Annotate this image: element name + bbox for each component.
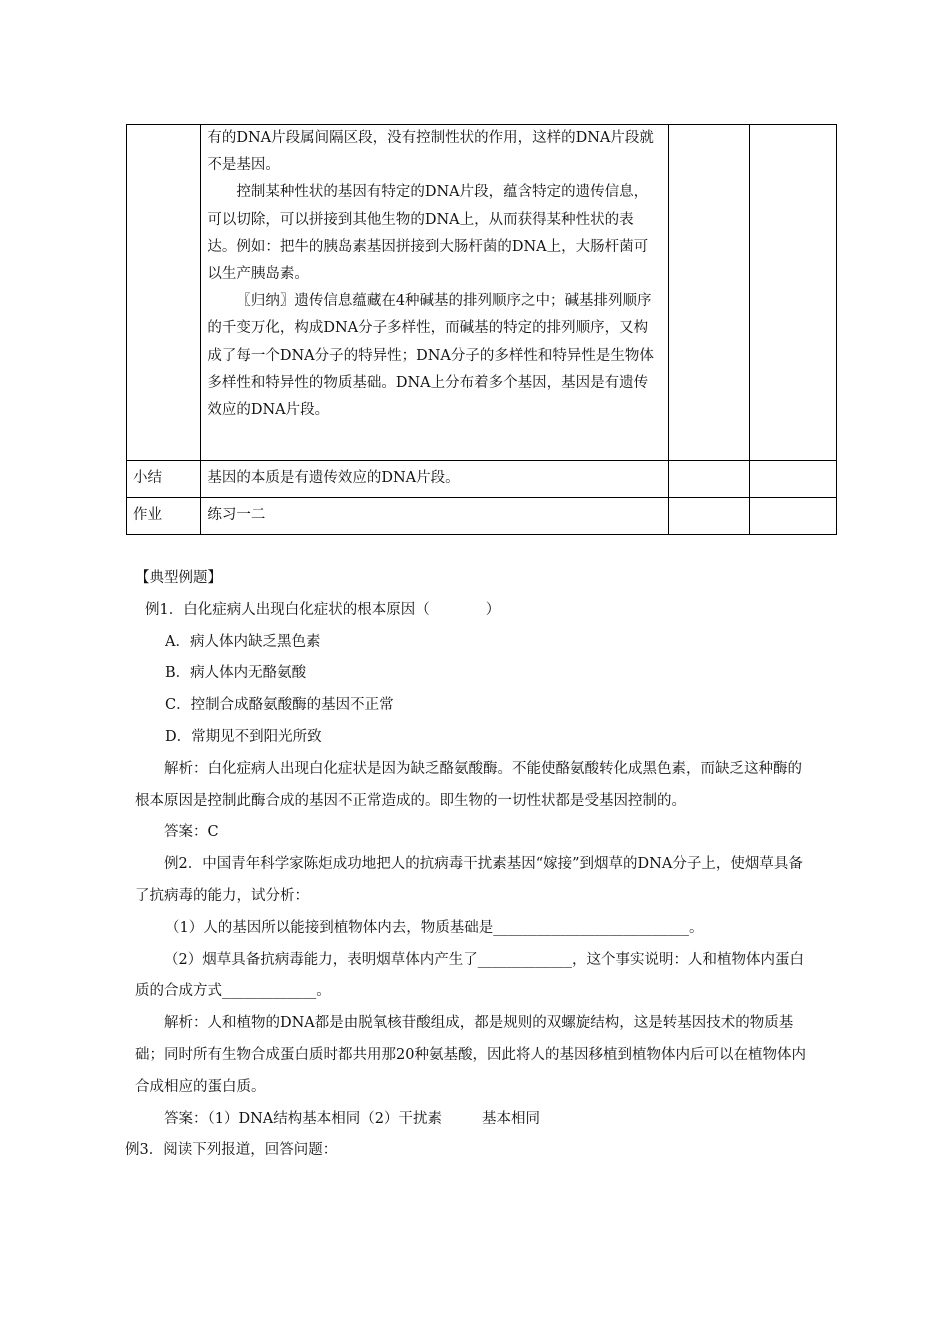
examples-section (125, 563, 813, 1167)
example-2-subquestion-2: （2）烟草具备抗病毒能力，表明烟草体内产生了_____________，这个事实说明：人和植物体内蛋白质的合成方式_____________。 (135, 951, 804, 1000)
table-row (127, 125, 837, 461)
example-1-question: 例1．白化症病人出现白化症状的根本原因（ ） (145, 601, 501, 618)
option-a: A．病人体内缺乏黑色素 (165, 633, 321, 650)
paragraph: 有的DNA片段属间隔区段，没有控制性状的作用，这样的DNA片段就不是基因。 (207, 130, 654, 174)
homework-text: 练习一二 (207, 507, 266, 523)
option-b: B．病人体内无酪氨酸 (165, 665, 307, 682)
row-label-cell (127, 461, 201, 498)
paragraph: 控制某种性状的基因有特定的DNA片段，蕴含特定的遗传信息，可以切除，可以拼接到其他生物的DNA上，从而获得某种性状的表达。例如：把牛的胰岛素基因拼接到大肠杆菌的DNA上，大肠杆菌可以生产胰岛素。 (207, 184, 649, 283)
empty-cell (668, 498, 749, 535)
example-2-subquestion-1: （1）人的基因所以能接到植物体内去，物质基础是___________________________。 (165, 919, 704, 936)
example-2-question: 例2．中国青年科学家陈炬成功地把人的抗病毒干扰素基因“嫁接”到烟草的DNA分子上，使烟草具备了抗病毒的能力，试分析： (135, 856, 803, 904)
empty-cell (749, 461, 836, 498)
table-row (127, 498, 837, 535)
option-c: C．控制合成酪氨酸酶的基因不正常 (165, 697, 394, 714)
row-label-cell (127, 125, 201, 461)
example-2-answer: 答案：（1）DNA结构基本相同（2）干扰素 基本相同 (164, 1110, 540, 1127)
row-content-cell (201, 125, 669, 461)
row-label-cell (127, 498, 201, 535)
example-1-analysis: 解析：白化症病人出现白化症状是因为缺乏酪氨酸酶。不能使酪氨酸转化成黑色素，而缺乏这种酶的根本原因是控制此酶合成的基因不正常造成的。即生物的一切性状都是受基因控制的。 (135, 760, 802, 809)
paragraph: 〖归纳〗遗传信息蕴藏在4种碱基的排列顺序之中；碱基排列顺序的千变万化，构成DNA分子多样性，而碱基的特定的排列顺序，又构成了每一个DNA分子的特异性；DNA分子的多样性和特异性是生物体多样性和特异性的物质基础。DNA上分布着多个基因，基因是有遗传效应的DNA片段。 (207, 293, 654, 419)
empty-cell (668, 461, 749, 498)
row-content-cell (201, 498, 669, 535)
table-row (127, 461, 837, 498)
summary-label: 小结 (133, 470, 162, 486)
example-2-analysis: 解析：人和植物的DNA都是由脱氧核苷酸组成，都是规则的双螺旋结构，这是转基因技术的物质基础；同时所有生物合成蛋白质时都共用那20种氨基酸，因此将人的基因移植到植物体内后可以在植物体内合成相应的蛋白质。 (135, 1015, 806, 1095)
empty-cell (749, 498, 836, 535)
empty-cell (749, 125, 836, 461)
example-1-answer: 答案：C (164, 824, 219, 841)
summary-text: 基因的本质是有遗传效应的DNA片段。 (207, 470, 460, 486)
section-heading: 【典型例题】 (135, 570, 222, 586)
homework-label: 作业 (133, 507, 162, 523)
row-content-cell (201, 461, 669, 498)
option-d: D．常期见不到阳光所致 (165, 728, 322, 745)
empty-cell (668, 125, 749, 461)
example-3-question: 例3．阅读下列报道，回答问题： (125, 1142, 338, 1159)
lesson-table (126, 124, 837, 535)
